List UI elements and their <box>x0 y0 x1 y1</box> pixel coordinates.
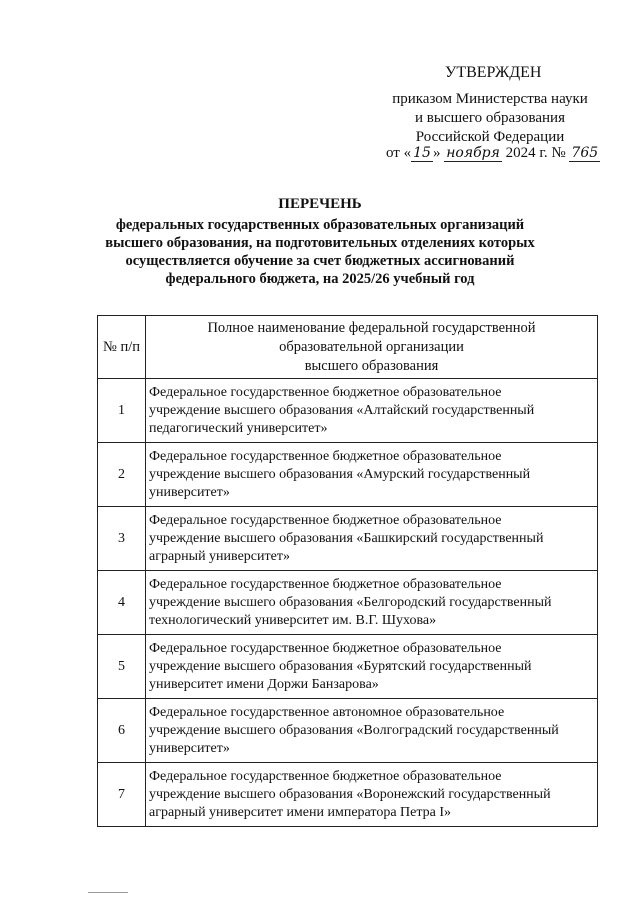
row-number: 4 <box>98 571 146 635</box>
table-row <box>98 635 598 699</box>
organization-name <box>146 635 598 699</box>
organization-name-line: учреждение высшего образования «Бурятский государственный <box>149 658 532 674</box>
date-prefix: от « <box>386 145 412 161</box>
header-name <box>146 316 598 379</box>
organization-name-line: учреждение высшего образования «Воронежский государственный <box>149 786 551 802</box>
approval-line-3: Российской Федерации <box>415 129 565 145</box>
organization-name-line: учреждение высшего образования «Алтайский государственный <box>149 402 535 418</box>
table-row <box>98 571 598 635</box>
document-subtitle-line-4: федерального бюджета, на 2025/26 учебный год <box>165 271 475 287</box>
scan-artifact-divider <box>88 892 128 901</box>
document-subtitle-line-1: федеральных государственных образовательных организаций <box>115 217 525 233</box>
organization-name-line: учреждение высшего образования «Башкирский государственный <box>149 530 544 546</box>
organization-name-line: университет» <box>149 484 230 500</box>
header-name-line-2: образовательной организации <box>279 338 464 355</box>
organization-name <box>146 571 598 635</box>
document-heading <box>0 194 640 288</box>
organization-name <box>146 379 598 443</box>
document-subtitle-line-2: высшего образования, на подготовительных отделениях которых <box>105 235 535 251</box>
organization-name <box>146 507 598 571</box>
organization-name-line: Федеральное государственное автономное образовательное <box>149 704 505 720</box>
organization-name-line: аграрный университет» <box>149 548 290 564</box>
organization-name-line: Федеральное государственное бюджетное образовательное <box>149 512 502 528</box>
table-row <box>98 699 598 763</box>
organization-name-line: педагогический университет» <box>149 420 328 436</box>
organization-name-line: учреждение высшего образования «Волгоградский государственный <box>149 722 559 738</box>
header-num: № п/п <box>98 316 146 379</box>
organization-name <box>146 443 598 507</box>
document-title: ПЕРЕЧЕНЬ <box>278 196 362 212</box>
approval-date-line <box>386 145 600 162</box>
approved-stamp-title: УТВЕРЖДЕН <box>445 64 542 81</box>
row-number: 7 <box>98 763 146 827</box>
organization-name-line: университет имени Доржи Банзарова» <box>149 676 379 692</box>
organization-name-line: Федеральное государственное бюджетное образовательное <box>149 384 502 400</box>
handwritten-month: ноября <box>446 145 500 161</box>
organization-name <box>146 763 598 827</box>
approval-line-1: приказом Министерства науки <box>392 91 588 107</box>
handwritten-day: 15 <box>413 145 431 161</box>
organization-name-line: учреждение высшего образования «Амурский государственный <box>149 466 531 482</box>
organization-name-line: Федеральное государственное бюджетное образовательное <box>149 768 502 784</box>
table-header-row <box>98 316 598 379</box>
table-row <box>98 443 598 507</box>
table-row <box>98 763 598 827</box>
handwritten-order-number: 765 <box>571 145 599 161</box>
organization-name-line: университет» <box>149 740 230 756</box>
year-text: 2024 г. № <box>505 145 566 161</box>
table-row <box>98 507 598 571</box>
row-number: 5 <box>98 635 146 699</box>
row-number: 2 <box>98 443 146 507</box>
organization-name <box>146 699 598 763</box>
date-quote-close: » <box>432 145 441 161</box>
row-number: 6 <box>98 699 146 763</box>
organizations-table <box>97 315 598 827</box>
row-number: 1 <box>98 379 146 443</box>
approval-line-2: и высшего образования <box>415 110 565 126</box>
organization-name-line: Федеральное государственное бюджетное образовательное <box>149 576 502 592</box>
organization-name-line: аграрный университет имени императора Петра I» <box>149 804 452 820</box>
document-subtitle-line-3: осуществляется обучение за счет бюджетных ассигнований <box>125 253 515 269</box>
organization-name-line: учреждение высшего образования «Белгородский государственный <box>149 594 552 610</box>
row-number: 3 <box>98 507 146 571</box>
table-row <box>98 379 598 443</box>
organization-name-line: Федеральное государственное бюджетное образовательное <box>149 448 502 464</box>
organization-name-line: Федеральное государственное бюджетное образовательное <box>149 640 502 656</box>
organization-name-line: технологический университет им. В.Г. Шухова» <box>149 612 437 628</box>
header-name-line-3: высшего образования <box>304 357 439 374</box>
header-name-line-1: Полное наименование федеральной государственной <box>207 319 536 336</box>
